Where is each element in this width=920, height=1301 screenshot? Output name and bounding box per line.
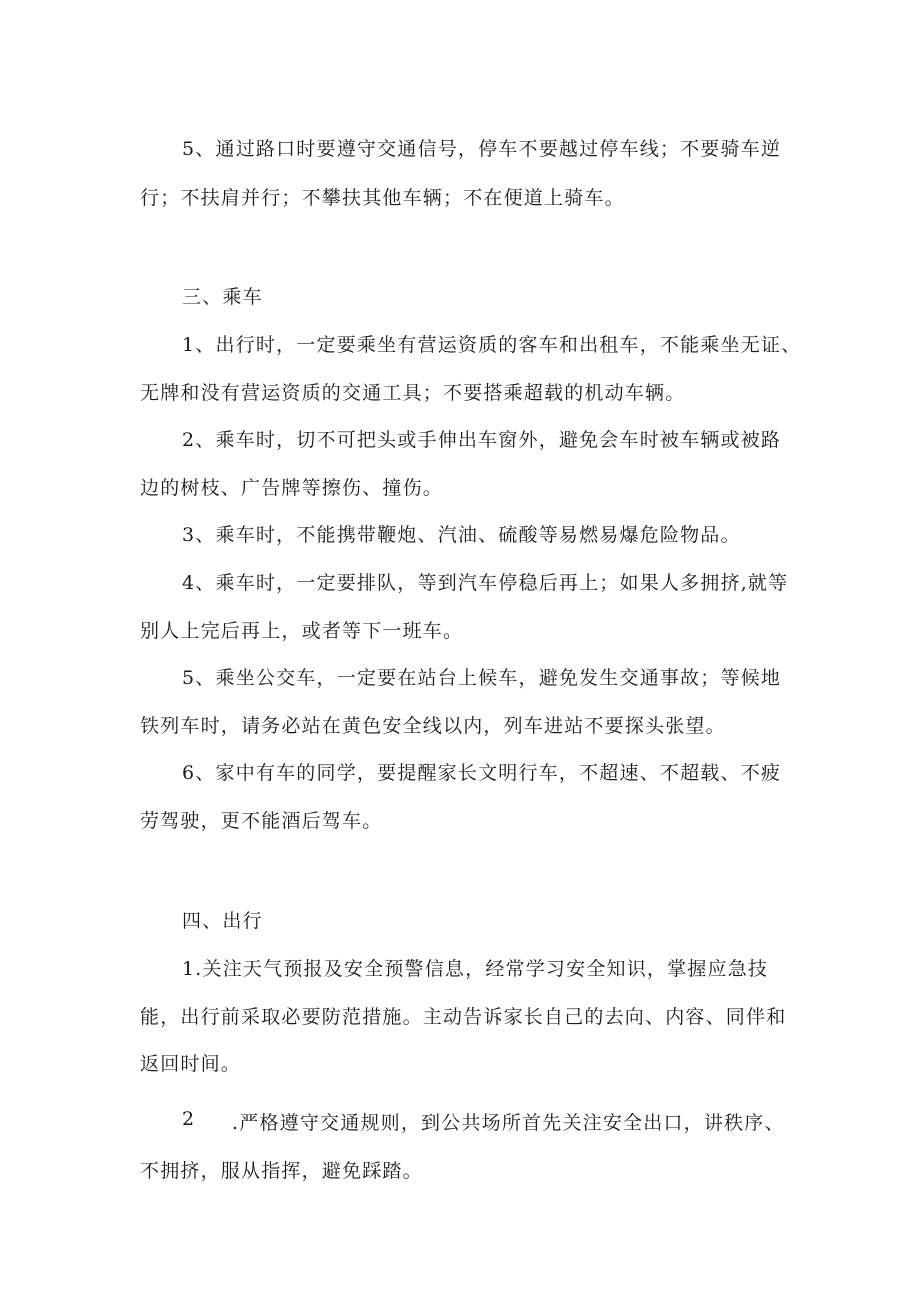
paragraph-line: 能，出行前采取必要防范措施。主动告诉家长自己的去向、内容、同伴和 bbox=[140, 1006, 787, 1028]
paragraph-line: 别人上完后再上，或者等下一班车。 bbox=[140, 620, 464, 642]
paragraph-line: 边的树枝、广告牌等擦伤、撞伤。 bbox=[140, 477, 444, 499]
paragraph-line: 1.关注天气预报及安全预警信息，经常学习安全知识，掌握应急技 bbox=[182, 958, 769, 980]
section-heading-travel: 四、出行 bbox=[182, 910, 263, 932]
paragraph-line: 3、乘车时，不能携带鞭炮、汽油、硫酸等易燃易爆危险物品。 bbox=[182, 524, 741, 546]
paragraph-line: 4、乘车时，一定要排队，等到汽车停稳后再上；如果人多拥挤,就等 bbox=[182, 572, 789, 594]
paragraph-line: 5、乘坐公交车，一定要在站台上候车，避免发生交通事故；等候地 bbox=[182, 667, 782, 689]
paragraph-line: 5、通过路口时要遵守交通信号，停车不要越过停车线；不要骑车逆 bbox=[182, 138, 782, 160]
paragraph-line: 6、家中有车的同学，要提醒家长文明行车，不超速、不超载、不疲 bbox=[182, 762, 782, 784]
paragraph-line: 1、出行时，一定要乘坐有营运资质的客车和出租车，不能乘坐无证、 bbox=[182, 334, 802, 356]
list-number: 2 bbox=[182, 1108, 196, 1130]
paragraph-line: 行；不扶肩并行；不攀扶其他车辆；不在便道上骑车。 bbox=[140, 187, 625, 209]
paragraph-line: 2、乘车时，切不可把头或手伸出车窗外，避免会车时被车辆或被路 bbox=[182, 429, 782, 451]
paragraph-line: 不拥挤，服从指挥，避免踩踏。 bbox=[140, 1160, 423, 1182]
paragraph-line: 劳驾驶，更不能酒后驾车。 bbox=[140, 810, 383, 832]
paragraph-line: 铁列车时，请务必站在黄色安全线以内，列车进站不要探头张望。 bbox=[140, 715, 726, 737]
paragraph-line: .严格遵守交通规则，到公共场所首先关注安全出口，讲秩序、 bbox=[232, 1112, 785, 1134]
paragraph-line: 返回时间。 bbox=[140, 1053, 242, 1075]
paragraph-line: 无牌和没有营运资质的交通工具；不要搭乘超载的机动车辆。 bbox=[140, 382, 686, 404]
section-heading-ride: 三、乘车 bbox=[182, 286, 263, 308]
